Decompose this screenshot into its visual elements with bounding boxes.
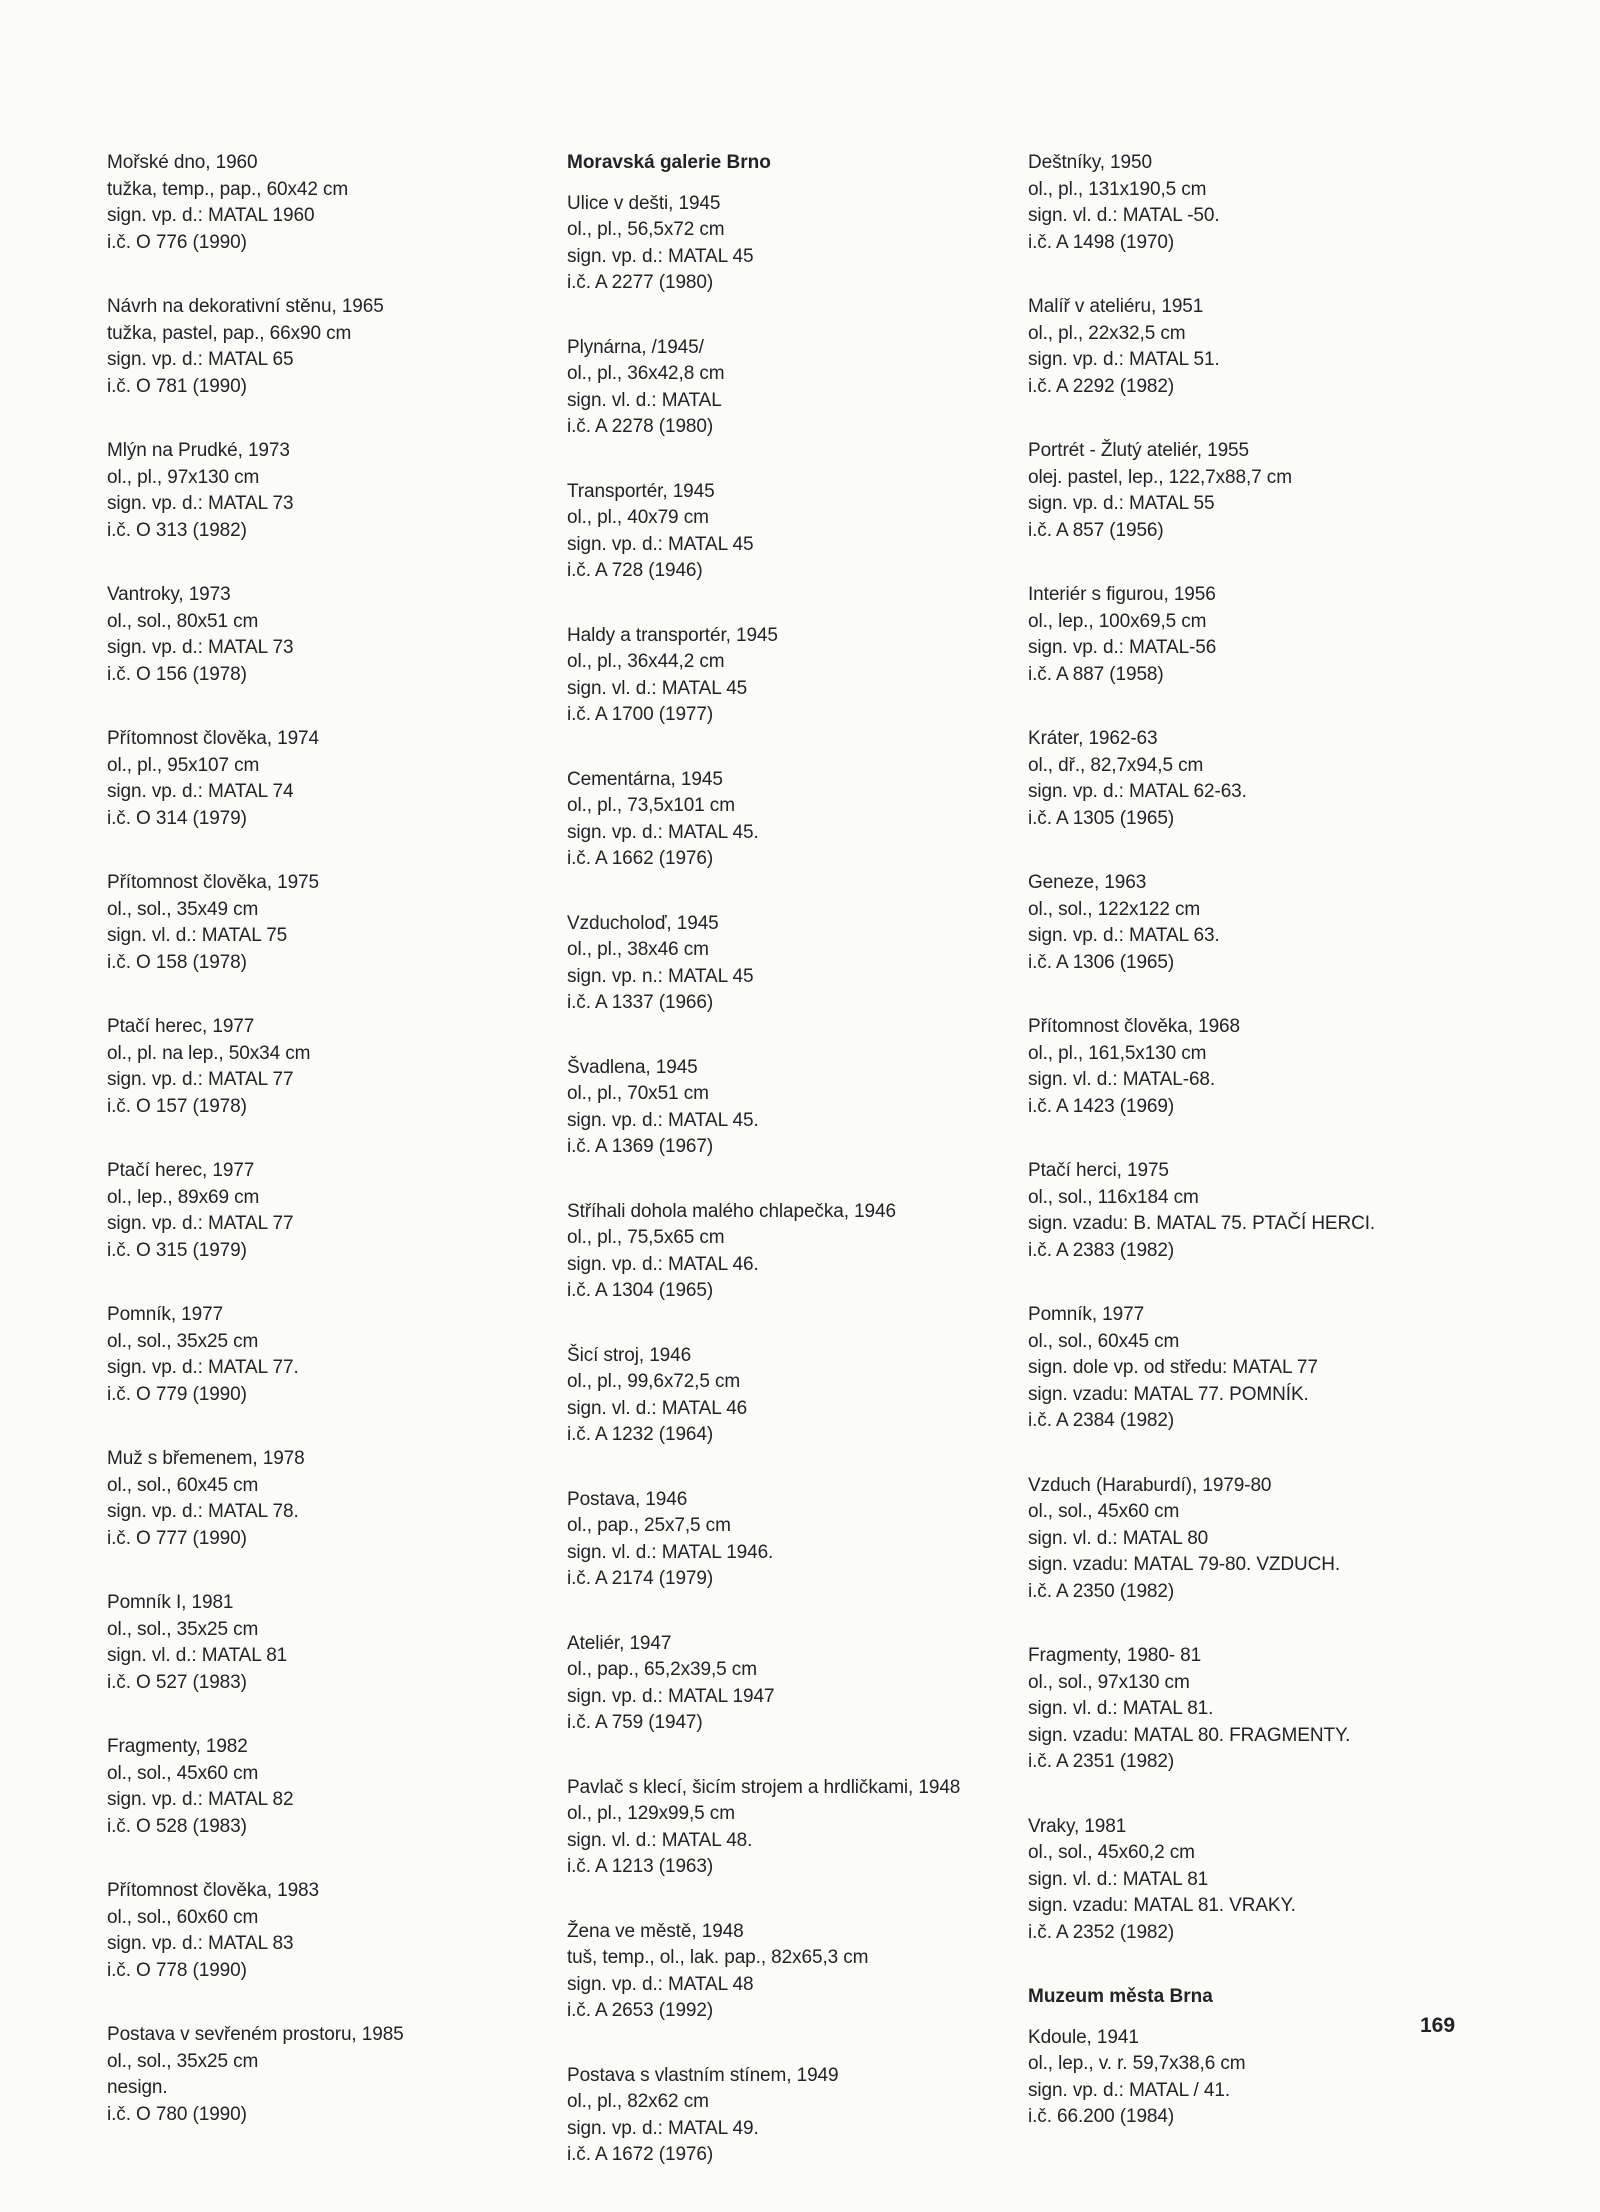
artwork-detail: ol., pl., 40x79 cm xyxy=(567,507,709,528)
artwork-title: Muž s břemenem, 1978 xyxy=(107,1448,305,1469)
artwork-detail: i.č. A 1662 (1976) xyxy=(567,848,714,869)
artwork-title: Portrét - Žlutý ateliér, 1955 xyxy=(1028,440,1249,461)
artwork-detail: tužka, pastel, pap., 66x90 cm xyxy=(107,322,352,344)
artwork-detail: ol., sol., 122x122 cm xyxy=(1028,898,1201,920)
artwork-title: Švadlena, 1945 xyxy=(567,1056,698,1078)
collection-header: Moravská galerie Brno xyxy=(567,152,771,173)
artwork-title: Mlýn na Prudké, 1973 xyxy=(107,440,290,461)
artwork-detail: sign. vp. d.: MATAL 46. xyxy=(567,1253,759,1275)
catalog-entry xyxy=(107,150,537,256)
artwork-detail: i.č. A 2292 (1982) xyxy=(1028,375,1175,397)
catalog-entry xyxy=(107,582,537,688)
catalog-entry xyxy=(1028,2025,1528,2131)
artwork-detail: i.č. O 778 (1990) xyxy=(107,1959,247,1981)
artwork-detail: ol., pl., 161,5x130 cm xyxy=(1028,1042,1207,1064)
artwork-detail: ol., pap., 25x7,5 cm xyxy=(567,1515,731,1536)
artwork-detail: sign. vzadu: MATAL 79-80. VZDUCH. xyxy=(1028,1554,1341,1575)
artwork-detail: sign. vp. d.: MATAL 45. xyxy=(567,821,759,843)
catalog-entry xyxy=(1028,1302,1528,1435)
artwork-title: Přítomnost člověka, 1975 xyxy=(107,872,319,893)
catalog-entry xyxy=(107,726,537,832)
artwork-title: Geneze, 1963 xyxy=(1028,872,1147,893)
artwork-detail: i.č. A 2653 (1992) xyxy=(567,2000,714,2021)
artwork-detail: i.č. O 528 (1983) xyxy=(107,1815,247,1837)
artwork-detail: i.č. A 2174 (1979) xyxy=(567,1568,714,1589)
catalog-entry xyxy=(567,911,1037,1017)
artwork-detail: i.č. A 1423 (1969) xyxy=(1028,1095,1175,1117)
artwork-detail: ol., pl., 36x42,8 cm xyxy=(567,363,725,384)
artwork-detail: sign. vp. d.: MATAL 83 xyxy=(107,1933,294,1954)
artwork-detail: ol., lep., v. r. 59,7x38,6 cm xyxy=(1028,2053,1246,2074)
artwork-detail: i.č. A 2278 (1980) xyxy=(567,416,714,437)
artwork-title: Postava, 1946 xyxy=(567,1488,688,1510)
catalog-entry xyxy=(1028,582,1528,688)
catalog-entry xyxy=(1028,1158,1528,1264)
catalog-entry xyxy=(1028,1473,1528,1606)
artwork-detail: sign. vl. d.: MATAL xyxy=(567,389,722,411)
catalog-entry xyxy=(107,1446,537,1552)
artwork-detail: i.č. A 1213 (1963) xyxy=(567,1856,714,1877)
catalog-entry xyxy=(567,2063,1037,2169)
catalog-entry xyxy=(567,1919,1037,2025)
artwork-detail: sign. vp. d.: MATAL / 41. xyxy=(1028,2079,1231,2101)
artwork-detail: sign. vp. d.: MATAL 65 xyxy=(107,349,294,370)
artwork-detail: ol., pl., 129x99,5 cm xyxy=(567,1803,735,1824)
artwork-detail: sign. vl. d.: MATAL-68. xyxy=(1028,1069,1216,1090)
artwork-detail: sign. vzadu: MATAL 81. VRAKY. xyxy=(1028,1895,1296,1916)
catalog-entry xyxy=(567,1343,1037,1449)
artwork-title: Pomník, 1977 xyxy=(1028,1304,1145,1325)
catalog-entry xyxy=(1028,1014,1528,1120)
artwork-detail: ol., pl. na lep., 50x34 cm xyxy=(107,1042,311,1064)
artwork-detail: i.č. O 158 (1978) xyxy=(107,951,247,973)
artwork-detail: ol., sol., 60x60 cm xyxy=(107,1906,259,1928)
artwork-title: Přítomnost člověka, 1968 xyxy=(1028,1016,1240,1037)
artwork-detail: i.č. A 1337 (1966) xyxy=(567,992,714,1013)
artwork-detail: sign. vp. d.: MATAL 1947 xyxy=(567,1685,775,1707)
artwork-detail: ol., lep., 89x69 cm xyxy=(107,1186,260,1208)
artwork-detail: i.č. O 776 (1990) xyxy=(107,231,247,253)
artwork-detail: ol., pl., 56,5x72 cm xyxy=(567,219,725,240)
artwork-title: Vzducholoď, 1945 xyxy=(567,912,719,934)
artwork-detail: sign. vl. d.: MATAL 46 xyxy=(567,1397,748,1419)
artwork-detail: ol., pap., 65,2x39,5 cm xyxy=(567,1659,757,1680)
artwork-detail: sign. vp. d.: MATAL 82 xyxy=(107,1789,294,1810)
artwork-detail: i.č. A 1700 (1977) xyxy=(567,704,714,725)
artwork-detail: ol., sol., 35x25 cm xyxy=(107,2050,259,2072)
artwork-title: Postava s vlastním stínem, 1949 xyxy=(567,2064,839,2086)
catalog-entry xyxy=(107,2022,537,2128)
artwork-detail: olej. pastel, lep., 122,7x88,7 cm xyxy=(1028,466,1292,488)
artwork-title: Cementárna, 1945 xyxy=(567,768,723,790)
artwork-title: Ptačí herci, 1975 xyxy=(1028,1160,1169,1181)
catalog-entry xyxy=(1028,1814,1528,1947)
artwork-title: Vraky, 1981 xyxy=(1028,1815,1127,1837)
catalog-entry xyxy=(567,479,1037,585)
artwork-detail: i.č. O 527 (1983) xyxy=(107,1671,247,1693)
artwork-detail: tužka, temp., pap., 60x42 cm xyxy=(107,178,349,200)
artwork-detail: sign. vp. d.: MATAL 74 xyxy=(107,781,294,802)
artwork-detail: ol., sol., 60x45 cm xyxy=(1028,1330,1180,1352)
artwork-title: Návrh na dekorativní stěnu, 1965 xyxy=(107,296,384,317)
artwork-detail: ol., pl., 36x44,2 cm xyxy=(567,651,725,672)
artwork-title: Fragmenty, 1980- 81 xyxy=(1028,1645,1202,1666)
artwork-detail: sign. vzadu: MATAL 80. FRAGMENTY. xyxy=(1028,1724,1351,1746)
artwork-detail: sign. vp. d.: MATAL 45 xyxy=(567,245,754,267)
artwork-detail: i.č. 66.200 (1984) xyxy=(1028,2106,1175,2127)
artwork-title: Fragmenty, 1982 xyxy=(107,1736,248,1757)
artwork-title: Stříhali dohola malého chlapečka, 1946 xyxy=(567,1200,896,1222)
artwork-detail: ol., lep., 100x69,5 cm xyxy=(1028,610,1207,632)
artwork-detail: i.č. O 314 (1979) xyxy=(107,807,247,829)
catalog-entry xyxy=(1028,150,1528,256)
artwork-detail: i.č. O 315 (1979) xyxy=(107,1239,247,1261)
artwork-detail: ol., pl., 95x107 cm xyxy=(107,754,260,776)
artwork-title: Ptačí herec, 1977 xyxy=(107,1016,255,1037)
artwork-title: Vzduch (Haraburdí), 1979-80 xyxy=(1028,1474,1272,1496)
catalog-entry xyxy=(107,438,537,544)
artwork-detail: ol., sol., 35x25 cm xyxy=(107,1618,259,1640)
catalog-entry xyxy=(567,191,1037,297)
artwork-title: Interiér s figurou, 1956 xyxy=(1028,584,1216,605)
artwork-detail: i.č. A 2351 (1982) xyxy=(1028,1751,1175,1772)
artwork-detail: sign. vl. d.: MATAL 75 xyxy=(107,925,288,946)
artwork-detail: i.č. O 781 (1990) xyxy=(107,375,247,397)
artwork-detail: ol., sol., 80x51 cm xyxy=(107,610,259,632)
catalog-entry xyxy=(567,1487,1037,1593)
artwork-title: Pavlač s klecí, šicím strojem a hrdličkami, 1948 xyxy=(567,1776,961,1798)
catalog-entry xyxy=(1028,438,1528,544)
catalog-entry xyxy=(1028,1643,1528,1776)
artwork-title: Pomník I, 1981 xyxy=(107,1592,234,1613)
artwork-detail: ol., sol., 35x49 cm xyxy=(107,898,259,920)
artwork-detail: i.č. A 2384 (1982) xyxy=(1028,1410,1175,1431)
artwork-title: Šicí stroj, 1946 xyxy=(567,1344,692,1366)
artwork-detail: i.č. A 1305 (1965) xyxy=(1028,807,1175,829)
artwork-detail: i.č. A 2350 (1982) xyxy=(1028,1580,1175,1602)
artwork-title: Ptačí herec, 1977 xyxy=(107,1160,255,1181)
column-1 xyxy=(107,150,537,2166)
artwork-detail: sign. vl. d.: MATAL 1946. xyxy=(567,1541,774,1563)
artwork-detail: i.č. A 2383 (1982) xyxy=(1028,1239,1175,1261)
artwork-title: Kdoule, 1941 xyxy=(1028,2026,1139,2048)
artwork-detail: ol., sol., 45x60 cm xyxy=(107,1762,259,1784)
artwork-detail: i.č. A 1232 (1964) xyxy=(567,1424,714,1445)
artwork-detail: ol., pl., 75,5x65 cm xyxy=(567,1227,725,1248)
artwork-detail: i.č. A 887 (1958) xyxy=(1028,663,1164,685)
artwork-detail: i.č. A 1498 (1970) xyxy=(1028,231,1175,253)
catalog-entry xyxy=(107,1734,537,1840)
artwork-detail: i.č. A 1369 (1967) xyxy=(567,1136,714,1157)
catalog-entry xyxy=(567,623,1037,729)
artwork-detail: sign. vp. d.: MATAL 73 xyxy=(107,493,294,514)
artwork-detail: sign. vp. d.: MATAL 49. xyxy=(567,2117,759,2139)
artwork-detail: sign. vp. d.: MATAL 48 xyxy=(567,1973,754,1995)
collection-header: Muzeum města Brna xyxy=(1028,1986,1213,2007)
artwork-title: Deštníky, 1950 xyxy=(1028,152,1152,173)
catalog-entry xyxy=(567,1055,1037,1161)
catalog-entry xyxy=(567,767,1037,873)
artwork-detail: i.č. A 2352 (1982) xyxy=(1028,1921,1175,1943)
artwork-detail: sign. vp. d.: MATAL 45. xyxy=(567,1109,759,1131)
artwork-title: Transportér, 1945 xyxy=(567,480,715,502)
artwork-title: Kráter, 1962-63 xyxy=(1028,728,1158,749)
artwork-detail: sign. vp. d.: MATAL 51. xyxy=(1028,349,1220,370)
artwork-title: Vantroky, 1973 xyxy=(107,584,231,605)
artwork-detail: i.č. A 759 (1947) xyxy=(567,1712,703,1733)
artwork-title: Ateliér, 1947 xyxy=(567,1632,672,1654)
artwork-detail: sign. vp. d.: MATAL 77 xyxy=(107,1069,294,1090)
artwork-title: Postava v sevřeném prostoru, 1985 xyxy=(107,2024,404,2045)
catalog-entry xyxy=(107,1158,537,1264)
catalog-entry xyxy=(107,1014,537,1120)
artwork-detail: sign. dole vp. od středu: MATAL 77 xyxy=(1028,1357,1318,1378)
artwork-detail: sign. vp. n.: MATAL 45 xyxy=(567,965,754,987)
artwork-detail: i.č. O 780 (1990) xyxy=(107,2103,247,2125)
artwork-detail: sign. vzadu: MATAL 77. POMNÍK. xyxy=(1028,1383,1309,1405)
artwork-detail: ol., sol., 45x60 cm xyxy=(1028,1501,1180,1522)
artwork-title: Haldy a transportér, 1945 xyxy=(567,624,778,646)
artwork-detail: sign. vp. d.: MATAL 1960 xyxy=(107,205,315,226)
artwork-detail: sign. vl. d.: MATAL -50. xyxy=(1028,205,1220,226)
artwork-title: Mořské dno, 1960 xyxy=(107,152,258,173)
artwork-detail: sign. vl. d.: MATAL 80 xyxy=(1028,1527,1209,1549)
artwork-detail: ol., sol., 45x60,2 cm xyxy=(1028,1842,1195,1863)
catalog-entry xyxy=(1028,294,1528,400)
artwork-detail: i.č. A 1306 (1965) xyxy=(1028,951,1175,973)
artwork-detail: i.č. O 156 (1978) xyxy=(107,663,247,685)
artwork-detail: ol., pl., 97x130 cm xyxy=(107,466,260,488)
artwork-detail: ol., pl., 73,5x101 cm xyxy=(567,795,735,816)
artwork-detail: ol., pl., 131x190,5 cm xyxy=(1028,178,1207,200)
catalog-entry xyxy=(107,1878,537,1984)
artwork-detail: ol., dř., 82,7x94,5 cm xyxy=(1028,754,1204,776)
artwork-detail: ol., pl., 82x62 cm xyxy=(567,2091,709,2112)
artwork-detail: ol., sol., 116x184 cm xyxy=(1028,1186,1199,1208)
catalog-entry xyxy=(567,335,1037,441)
artwork-detail: sign. vp. d.: MATAL 78. xyxy=(107,1501,299,1522)
catalog-entry xyxy=(1028,870,1528,976)
artwork-detail: i.č. O 777 (1990) xyxy=(107,1527,247,1549)
page-number: 169 xyxy=(1420,2014,1456,2037)
catalog-entry xyxy=(567,1199,1037,1305)
artwork-detail: sign. vp. d.: MATAL 55 xyxy=(1028,493,1215,514)
artwork-title: Žena ve městě, 1948 xyxy=(567,1920,744,1942)
artwork-detail: ol., sol., 97x130 cm xyxy=(1028,1671,1190,1693)
artwork-detail: sign. vl. d.: MATAL 81 xyxy=(1028,1868,1209,1890)
column-3 xyxy=(1028,150,1528,2169)
artwork-detail: sign. vl. d.: MATAL 81. xyxy=(1028,1698,1214,1719)
artwork-detail: i.č. O 313 (1982) xyxy=(107,519,247,541)
artwork-detail: sign. vp. d.: MATAL 77. xyxy=(107,1357,299,1378)
artwork-detail: sign. vl. d.: MATAL 81 xyxy=(107,1645,288,1666)
catalog-entry xyxy=(567,1775,1037,1881)
artwork-title: Malíř v ateliéru, 1951 xyxy=(1028,296,1204,317)
artwork-detail: sign. vl. d.: MATAL 48. xyxy=(567,1829,753,1851)
catalog-entry xyxy=(107,1590,537,1696)
artwork-detail: sign. vp. d.: MATAL 62-63. xyxy=(1028,781,1247,802)
column-2 xyxy=(567,150,1037,2207)
catalog-entry xyxy=(107,294,537,400)
artwork-detail: i.č. A 2277 (1980) xyxy=(567,272,714,293)
artwork-title: Pomník, 1977 xyxy=(107,1304,224,1325)
catalog-entry xyxy=(567,1631,1037,1737)
catalog-entry xyxy=(107,870,537,976)
artwork-title: Plynárna, /1945/ xyxy=(567,336,704,358)
artwork-detail: sign. vp. d.: MATAL 45 xyxy=(567,533,754,555)
artwork-detail: i.č. O 779 (1990) xyxy=(107,1383,247,1405)
artwork-title: Přítomnost člověka, 1974 xyxy=(107,728,319,749)
artwork-title: Přítomnost člověka, 1983 xyxy=(107,1880,319,1901)
artwork-detail: i.č. A 1672 (1976) xyxy=(567,2144,714,2165)
artwork-detail: sign. vl. d.: MATAL 45 xyxy=(567,677,748,699)
artwork-detail: sign. vp. d.: MATAL 73 xyxy=(107,637,294,658)
artwork-title: Ulice v dešti, 1945 xyxy=(567,192,721,214)
artwork-detail: nesign. xyxy=(107,2077,168,2098)
artwork-detail: ol., pl., 70x51 cm xyxy=(567,1083,709,1104)
artwork-detail: i.č. A 857 (1956) xyxy=(1028,519,1164,541)
catalog-entry xyxy=(107,1302,537,1408)
artwork-detail: sign. vp. d.: MATAL 77 xyxy=(107,1213,294,1234)
artwork-detail: i.č. A 728 (1946) xyxy=(567,560,703,581)
artwork-detail: ol., sol., 35x25 cm xyxy=(107,1330,259,1352)
artwork-detail: tuš, temp., ol., lak. pap., 82x65,3 cm xyxy=(567,1947,869,1968)
artwork-detail: ol., pl., 22x32,5 cm xyxy=(1028,322,1186,344)
artwork-detail: i.č. O 157 (1978) xyxy=(107,1095,247,1117)
artwork-detail: ol., sol., 60x45 cm xyxy=(107,1474,259,1496)
artwork-detail: sign. vp. d.: MATAL-56 xyxy=(1028,637,1217,658)
artwork-detail: i.č. A 1304 (1965) xyxy=(567,1280,714,1301)
catalog-entry xyxy=(1028,726,1528,832)
artwork-detail: sign. vzadu: B. MATAL 75. PTAČÍ HERCI. xyxy=(1028,1213,1376,1234)
artwork-detail: ol., pl., 38x46 cm xyxy=(567,939,709,960)
artwork-detail: ol., pl., 99,6x72,5 cm xyxy=(567,1371,741,1392)
artwork-detail: sign. vp. d.: MATAL 63. xyxy=(1028,925,1220,946)
